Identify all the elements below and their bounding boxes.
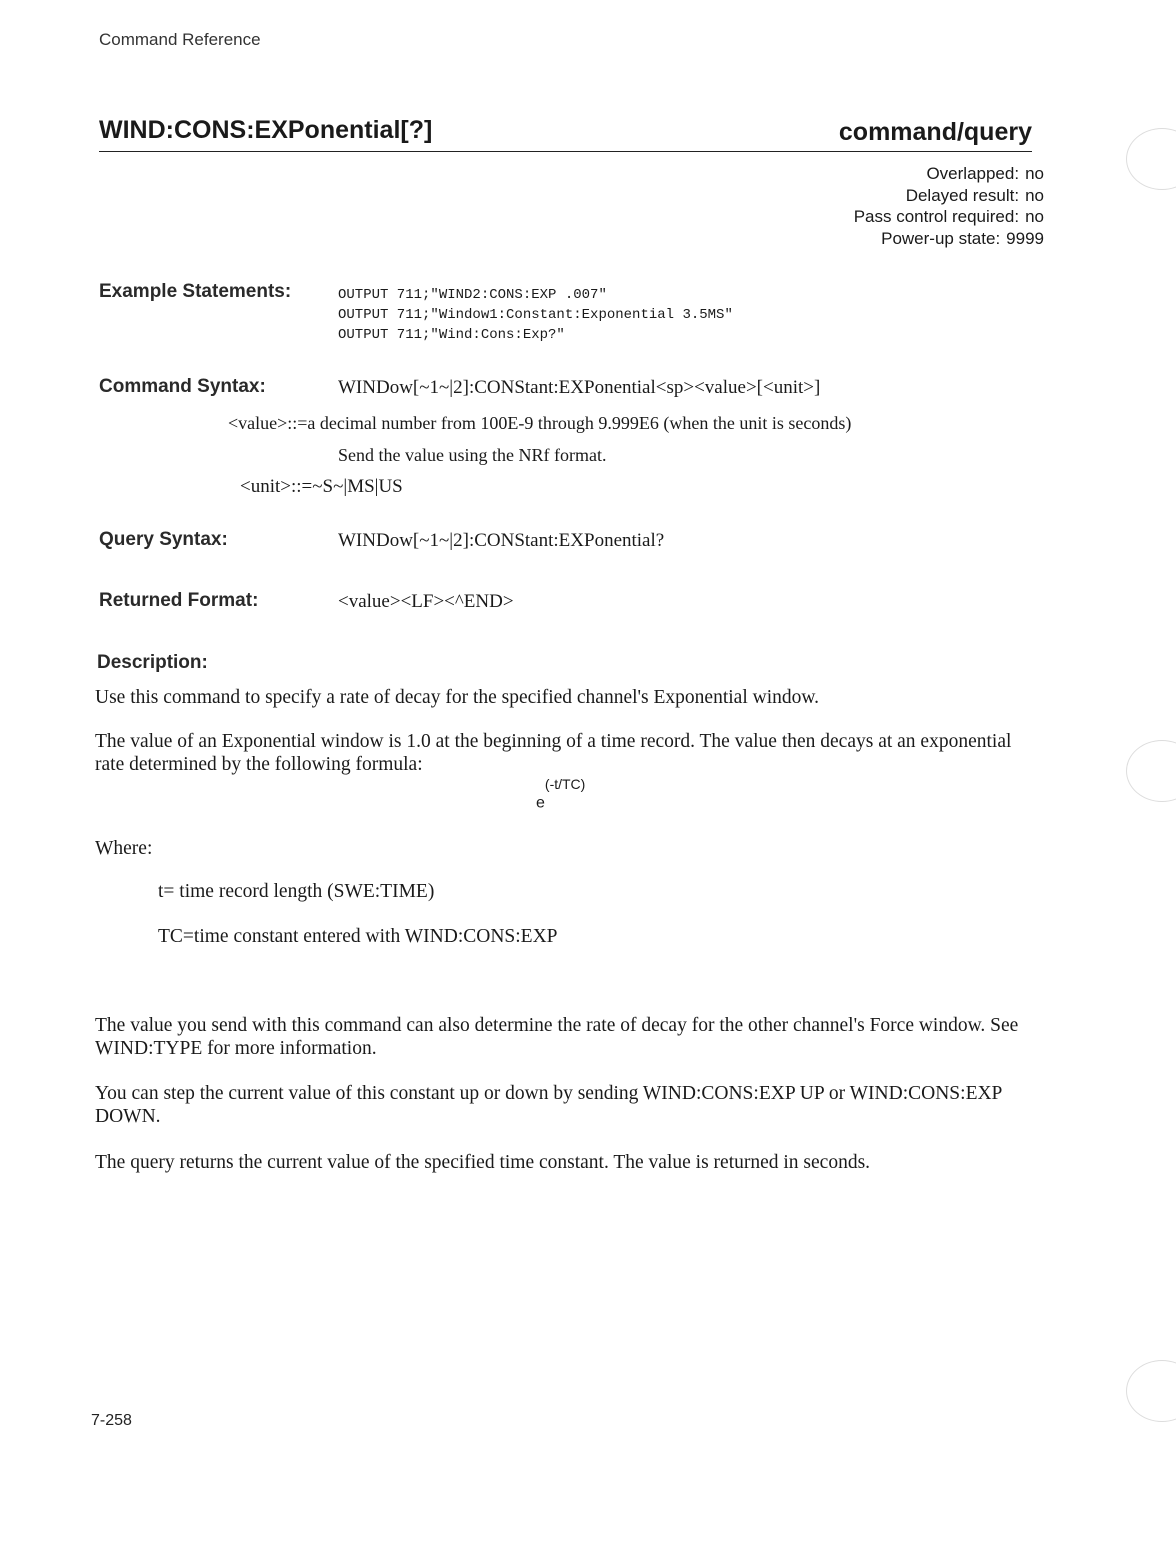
- example-statements: [338, 285, 733, 345]
- value-note: Send the value using the NRf format.: [338, 445, 607, 465]
- example-line: OUTPUT 711;"Window1:Constant:Exponential 3.5MS": [338, 307, 733, 323]
- description-paragraph: Use this command to specify a rate of decay for the specified channel's Exponential window.: [95, 687, 820, 708]
- unit-definition: <unit>::=~S~|MS|US: [240, 476, 403, 497]
- example-line: OUTPUT 711;"WIND2:CONS:EXP .007": [338, 287, 607, 303]
- binder-hole: [1126, 740, 1176, 802]
- query-syntax-label: Query Syntax:: [99, 529, 228, 550]
- command-syntax-label: Command Syntax:: [99, 376, 266, 397]
- decay-formula: [536, 776, 586, 812]
- binder-hole: [1126, 1360, 1176, 1422]
- property-value: no: [1025, 207, 1044, 227]
- properties-block: [854, 163, 1044, 250]
- property-label: Delayed result:: [905, 185, 1020, 205]
- command-kind: command/query: [838, 118, 1032, 146]
- description-paragraph: The value you send with this command can also determine the rate of decay for the other channel's Force window. See WIND:TYPE for more information.: [95, 1015, 1019, 1059]
- command-title: WIND:CONS:EXPonential[?]: [99, 116, 433, 144]
- property-label: Power-up state:: [881, 229, 1001, 249]
- returned-format-label: Returned Format:: [99, 590, 259, 611]
- binder-hole: [1126, 128, 1176, 190]
- example-statements-label: Example Statements:: [99, 281, 292, 302]
- property-label: Overlapped:: [926, 164, 1020, 183]
- property-power-up-state: [854, 228, 1044, 250]
- command-syntax: WINDow[~1~|2]:CONStant:EXPonential<sp><value>[<unit>]: [338, 377, 821, 398]
- description-label: Description:: [97, 652, 208, 673]
- value-definition: <value>::=a decimal number from 100E-9 through 9.999E6 (when the unit is seconds): [228, 413, 852, 433]
- property-value: 9999: [1006, 229, 1044, 249]
- property-pass-control: [854, 206, 1044, 228]
- definition-t: t= time record length (SWE:TIME): [158, 881, 435, 902]
- returned-format: <value><LF><^END>: [338, 591, 514, 612]
- formula-base: e: [536, 794, 545, 812]
- where-label: Where:: [95, 838, 153, 859]
- query-syntax: WINDow[~1~|2]:CONStant:EXPonential?: [338, 530, 665, 551]
- running-header: Command Reference: [99, 30, 261, 49]
- description-paragraph: The query returns the current value of the specified time constant. The value is returned in seconds.: [95, 1152, 871, 1173]
- example-line: OUTPUT 711;"Wind:Cons:Exp?": [338, 327, 565, 343]
- property-delayed-result: [854, 185, 1044, 207]
- formula-exponent: (-t/TC): [544, 776, 586, 792]
- description-paragraph: The value of an Exponential window is 1.0 at the beginning of a time record. The value then decays at an exponential rate determined by the following formula:: [95, 731, 1012, 775]
- property-overlapped: [854, 163, 1044, 185]
- property-value: no: [1025, 164, 1044, 183]
- title-rule: [99, 151, 1032, 152]
- property-label: Pass control required:: [853, 207, 1020, 227]
- description-paragraph: You can step the current value of this constant up or down by sending WIND:CONS:EXP UP or WIND:CONS:EXP DOWN.: [95, 1083, 1002, 1127]
- property-value: no: [1025, 185, 1044, 205]
- definition-tc: TC=time constant entered with WIND:CONS:EXP: [158, 926, 558, 947]
- page-number: 7-258: [91, 1412, 132, 1429]
